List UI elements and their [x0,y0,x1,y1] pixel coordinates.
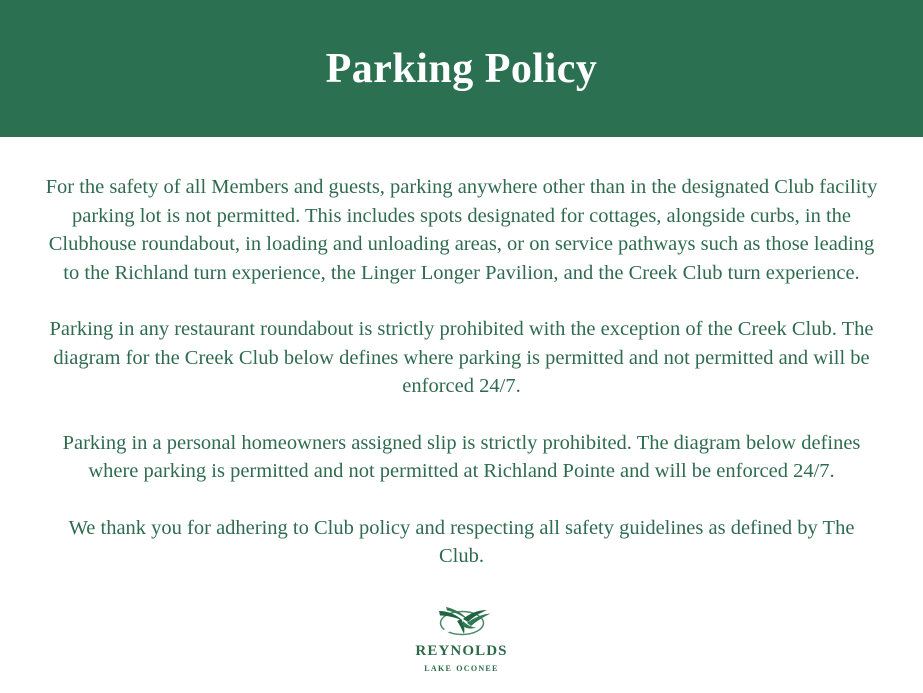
page-header-band [0,0,923,137]
page-title: Parking Policy [325,45,598,92]
policy-paragraph-3: Parking in a personal homeowners assigned slip is strictly prohibited. The diagram below defines where parking is permitted and not permitted at Richland Pointe and will be enforced 24/7. [62,431,861,482]
policy-paragraph-2: Parking in any restaurant roundabout is strictly prohibited with the exception of the Creek Club. The diagram for the Creek Club below defines where parking is permitted and not permitted and will be enforced 24/7. [49,318,874,397]
policy-body [0,137,923,693]
brand-logo [415,601,507,674]
logo-tagline: lake oconee [424,661,499,674]
logo-wordmark: reynolds [415,635,508,660]
reynolds-bird-oval-icon [424,601,500,637]
policy-paragraph-1: For the safety of all Members and guests, parking anywhere other than in the designated Club facility parking lot is not permitted. This includes spots designated for cottages, alongside curbs, in the Clubhouse roundabout, in loading and unloading areas, or on service pathways such as those leading to the Richland turn experience, the Linger Longer Pavilion, and the Creek Club turn experience. [45,176,878,284]
policy-paragraph-4: We thank you for adhering to Club policy and respecting all safety guidelines as defined by The Club. [68,516,855,567]
